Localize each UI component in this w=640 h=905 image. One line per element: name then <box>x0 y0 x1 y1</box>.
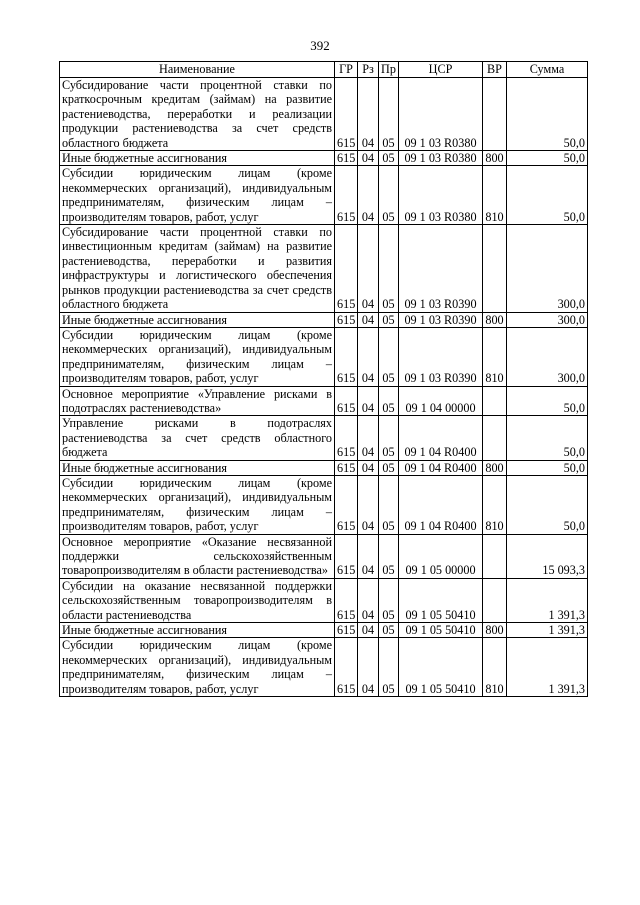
cell-rz: 04 <box>358 623 379 638</box>
cell-csr: 09 1 04 R0400 <box>399 416 483 460</box>
cell-csr: 09 1 03 R0390 <box>399 225 483 312</box>
cell-gr: 615 <box>335 166 358 225</box>
cell-gr: 615 <box>335 151 358 166</box>
cell-sum: 50,0 <box>507 475 588 534</box>
cell-rz: 04 <box>358 416 379 460</box>
cell-csr: 09 1 05 50410 <box>399 638 483 697</box>
column-header-rz: Рз <box>358 62 379 78</box>
cell-name: Управление рисками в подотраслях растениеводства за счет средств областного бюджета <box>60 416 335 460</box>
table-row <box>60 416 588 460</box>
cell-sum: 15 093,3 <box>507 534 588 578</box>
cell-rz: 04 <box>358 225 379 312</box>
cell-gr: 615 <box>335 78 358 151</box>
cell-pr: 05 <box>379 166 399 225</box>
cell-name: Субсидии юридическим лицам (кроме некоммерческих организаций), индивидуальным предпринимателям, физическим лицам – производителям товаров, работ, услуг <box>60 475 335 534</box>
column-header-gr: ГР <box>335 62 358 78</box>
table-header-row <box>60 62 588 78</box>
cell-rz: 04 <box>358 166 379 225</box>
cell-name: Основное мероприятие «Управление рисками в подотраслях растениеводства» <box>60 386 335 416</box>
cell-gr: 615 <box>335 225 358 312</box>
cell-pr: 05 <box>379 386 399 416</box>
table-row <box>60 475 588 534</box>
cell-name: Иные бюджетные ассигнования <box>60 312 335 327</box>
cell-sum: 300,0 <box>507 327 588 386</box>
table-row <box>60 327 588 386</box>
cell-vr <box>483 534 507 578</box>
cell-csr: 09 1 04 R0400 <box>399 475 483 534</box>
cell-pr: 05 <box>379 327 399 386</box>
cell-vr: 810 <box>483 638 507 697</box>
cell-rz: 04 <box>358 578 379 622</box>
cell-vr: 810 <box>483 327 507 386</box>
cell-vr <box>483 578 507 622</box>
cell-gr: 615 <box>335 534 358 578</box>
table-row <box>60 166 588 225</box>
cell-gr: 615 <box>335 327 358 386</box>
cell-sum: 50,0 <box>507 460 588 475</box>
cell-rz: 04 <box>358 312 379 327</box>
table-row <box>60 623 588 638</box>
cell-csr: 09 1 03 R0380 <box>399 166 483 225</box>
column-header-vr: ВР <box>483 62 507 78</box>
cell-rz: 04 <box>358 534 379 578</box>
cell-pr: 05 <box>379 623 399 638</box>
cell-sum: 50,0 <box>507 386 588 416</box>
cell-name: Иные бюджетные ассигнования <box>60 460 335 475</box>
cell-vr: 800 <box>483 151 507 166</box>
cell-pr: 05 <box>379 312 399 327</box>
table-body <box>60 78 588 697</box>
table-row <box>60 460 588 475</box>
cell-name: Субсидии юридическим лицам (кроме некоммерческих организаций), индивидуальным предпринимателям, физическим лицам – производителям товаров, работ, услуг <box>60 638 335 697</box>
column-header-csr: ЦСР <box>399 62 483 78</box>
table-row <box>60 78 588 151</box>
cell-rz: 04 <box>358 460 379 475</box>
cell-gr: 615 <box>335 460 358 475</box>
cell-vr: 800 <box>483 623 507 638</box>
cell-pr: 05 <box>379 638 399 697</box>
cell-pr: 05 <box>379 475 399 534</box>
cell-csr: 09 1 05 00000 <box>399 534 483 578</box>
cell-sum: 50,0 <box>507 416 588 460</box>
cell-vr <box>483 78 507 151</box>
table-row <box>60 151 588 166</box>
cell-csr: 09 1 04 00000 <box>399 386 483 416</box>
cell-vr: 810 <box>483 166 507 225</box>
cell-gr: 615 <box>335 416 358 460</box>
cell-pr: 05 <box>379 78 399 151</box>
cell-vr <box>483 416 507 460</box>
cell-gr: 615 <box>335 638 358 697</box>
cell-rz: 04 <box>358 327 379 386</box>
cell-csr: 09 1 05 50410 <box>399 578 483 622</box>
cell-csr: 09 1 03 R0390 <box>399 312 483 327</box>
cell-pr: 05 <box>379 151 399 166</box>
cell-rz: 04 <box>358 386 379 416</box>
cell-rz: 04 <box>358 151 379 166</box>
cell-gr: 615 <box>335 386 358 416</box>
cell-name: Основное мероприятие «Оказание несвязанной поддержки сельскохозяйственным товаропроизводителям в области растениеводства» <box>60 534 335 578</box>
cell-vr <box>483 386 507 416</box>
cell-pr: 05 <box>379 534 399 578</box>
cell-sum: 1 391,3 <box>507 623 588 638</box>
cell-csr: 09 1 03 R0380 <box>399 78 483 151</box>
cell-gr: 615 <box>335 475 358 534</box>
column-header-sum: Сумма <box>507 62 588 78</box>
cell-rz: 04 <box>358 475 379 534</box>
cell-csr: 09 1 04 R0400 <box>399 460 483 475</box>
cell-gr: 615 <box>335 623 358 638</box>
table-row <box>60 312 588 327</box>
cell-name: Субсидирование части процентной ставки по инвестиционным кредитам (займам) на развитие растениеводства, переработки и развития инфраструктуры и логистического обеспечения рынков продукции растениеводства за счет средств областного бюджета <box>60 225 335 312</box>
cell-gr: 615 <box>335 312 358 327</box>
cell-sum: 300,0 <box>507 312 588 327</box>
cell-vr: 800 <box>483 460 507 475</box>
column-header-name: Наименование <box>60 62 335 78</box>
cell-sum: 50,0 <box>507 166 588 225</box>
cell-sum: 1 391,3 <box>507 578 588 622</box>
page-number: 392 <box>310 38 330 53</box>
cell-pr: 05 <box>379 578 399 622</box>
cell-name: Иные бюджетные ассигнования <box>60 623 335 638</box>
cell-vr: 800 <box>483 312 507 327</box>
cell-sum: 50,0 <box>507 78 588 151</box>
cell-rz: 04 <box>358 638 379 697</box>
cell-name: Субсидирование части процентной ставки по краткосрочным кредитам (займам) на развитие растениеводства, переработки и реализации продукции растениеводства за счет средств областного бюджета <box>60 78 335 151</box>
cell-name: Субсидии на оказание несвязанной поддержки сельскохозяйственным товаропроизводителям в области растениеводства <box>60 578 335 622</box>
cell-vr: 810 <box>483 475 507 534</box>
table-row <box>60 638 588 697</box>
cell-csr: 09 1 03 R0380 <box>399 151 483 166</box>
cell-csr: 09 1 05 50410 <box>399 623 483 638</box>
cell-rz: 04 <box>358 78 379 151</box>
cell-pr: 05 <box>379 416 399 460</box>
cell-pr: 05 <box>379 225 399 312</box>
table-row <box>60 534 588 578</box>
cell-gr: 615 <box>335 578 358 622</box>
budget-table <box>59 61 588 697</box>
table-row <box>60 225 588 312</box>
cell-name: Иные бюджетные ассигнования <box>60 151 335 166</box>
cell-sum: 50,0 <box>507 151 588 166</box>
table-row <box>60 578 588 622</box>
cell-sum: 300,0 <box>507 225 588 312</box>
column-header-pr: Пр <box>379 62 399 78</box>
cell-sum: 1 391,3 <box>507 638 588 697</box>
cell-csr: 09 1 03 R0390 <box>399 327 483 386</box>
cell-name: Субсидии юридическим лицам (кроме некоммерческих организаций), индивидуальным предпринимателям, физическим лицам – производителям товаров, работ, услуг <box>60 327 335 386</box>
cell-pr: 05 <box>379 460 399 475</box>
cell-vr <box>483 225 507 312</box>
table-row <box>60 386 588 416</box>
cell-name: Субсидии юридическим лицам (кроме некоммерческих организаций), индивидуальным предпринимателям, физическим лицам – производителям товаров, работ, услуг <box>60 166 335 225</box>
